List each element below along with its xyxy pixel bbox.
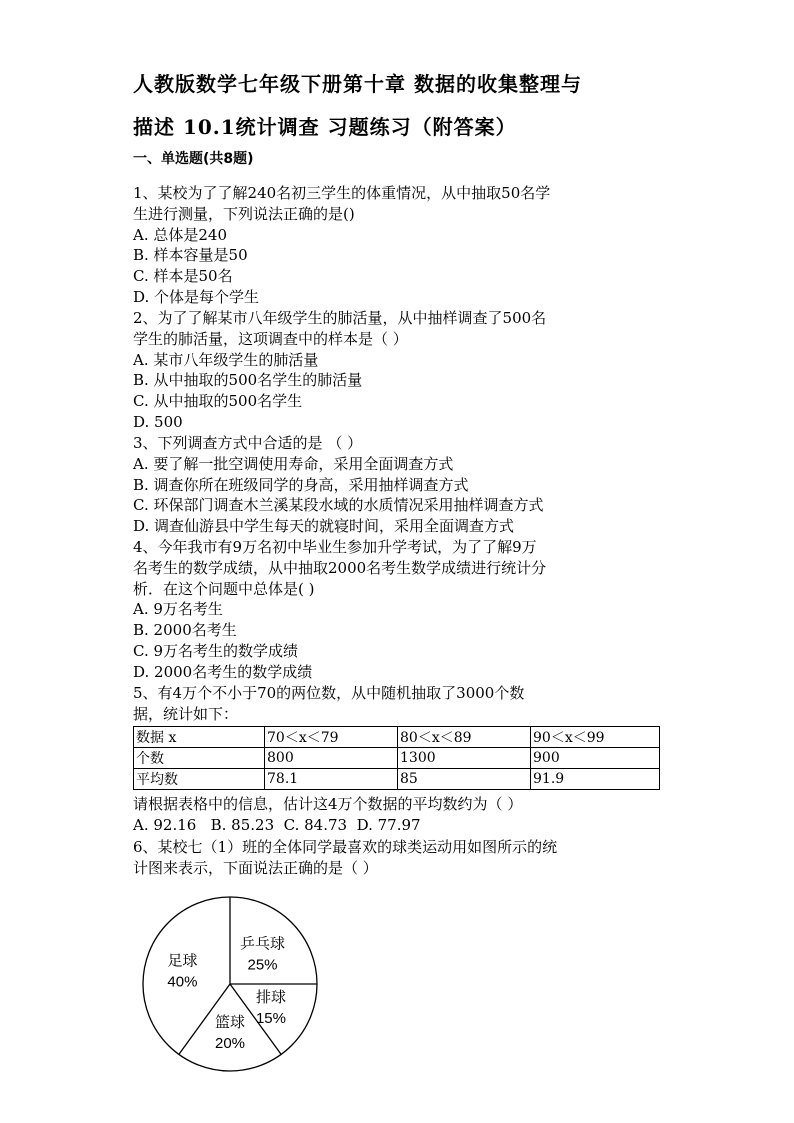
question-text: 名考生的数学成绩，从中抽取2000名考生数学成绩进行统计分 (133, 558, 547, 577)
table-cell: 平均数 (134, 769, 265, 790)
question-text: 学生的肺活量，这项调查中的样本是（ ） (133, 329, 408, 348)
table-row (134, 727, 660, 748)
option-d: D. 个体是每个学生 (133, 287, 260, 306)
question-1 (133, 183, 673, 308)
table-cell: 90＜x＜99 (531, 727, 660, 748)
statistics-table (133, 726, 660, 790)
pie-chart (140, 894, 320, 1074)
pie-slice-percent: 20% (214, 1035, 246, 1052)
pie-slice-label: 乒乓球 (240, 935, 286, 953)
option-a: A. 总体是240 (133, 225, 227, 244)
section-heading: 一、单选题(共8题) (133, 151, 254, 167)
table-cell: 78.1 (265, 769, 398, 790)
question-text: 1、某校为了了解240名初三学生的体重情况，从中抽取50名学 (133, 184, 551, 202)
question-text: 4、今年我市有9万名初中毕业生参加升学考试，为了了解9万 (133, 538, 537, 556)
table-cell: 900 (531, 748, 660, 769)
table-cell: 数据 x (134, 727, 265, 748)
document-title-line-2: 描述 10.1统计调查 习题练习（附答案） (133, 115, 517, 139)
table-cell: 个数 (134, 748, 265, 769)
option-c: C. 从中抽取的500名学生 (133, 392, 303, 411)
pie-slice-percent: 25% (247, 956, 278, 974)
option-a: A. 要了解一批空调使用寿命，采用全面调查方式 (133, 454, 454, 473)
option-c: C. 9万名考生的数学成绩 (133, 641, 299, 660)
option-a: A. 某市八年级学生的肺活量 (133, 350, 319, 369)
table-cell: 80＜x＜89 (398, 727, 531, 748)
question-text: 3、下列调查方式中合适的是 （ ） (133, 434, 363, 452)
pie-slice-percent: 15% (255, 1009, 287, 1027)
question-text: 6、某校七（1）班的全体同学最喜欢的球类运动用如图所示的统 (133, 838, 558, 856)
question-text: 据，统计如下： (133, 704, 239, 723)
question-text: 计图来表示，下面说法正确的是（ ） (133, 858, 378, 877)
option-b: B. 从中抽取的500名学生的肺活量 (133, 371, 363, 390)
option-a: A. 9万名考生 (133, 600, 223, 619)
question-3 (133, 433, 673, 537)
option-b: B. 调查你所在班级同学的身高，采用抽样调查方式 (133, 475, 469, 494)
question-text: 5、有4万个不小于70的两位数，从中随机抽取了3000个数 (133, 684, 525, 702)
pie-slice-label: 排球 (255, 988, 286, 1006)
question-text: 析．在这个问题中总体是( ) (133, 579, 315, 598)
pie-slice-label: 篮球 (214, 1014, 246, 1031)
option-b: B. 样本容量是50 (133, 246, 248, 265)
table-cell: 1300 (398, 748, 531, 769)
question-text: 生进行测量，下列说法正确的是() (133, 204, 355, 223)
table-row (134, 748, 660, 769)
option-c: C. 环保部门调查木兰溪某段水域的水质情况采用抽样调查方式 (133, 496, 544, 515)
question-2 (133, 308, 673, 433)
question-text: 请根据表格中的信息，估计这4万个数据的平均数约为（ ） (133, 795, 523, 813)
pie-slice-percent: 40% (167, 973, 198, 991)
question-5-continued (133, 794, 673, 836)
option-d: D. 500 (133, 412, 183, 431)
question-text: 2、为了了解某市八年级学生的肺活量，从中抽样调查了500名 (133, 309, 547, 327)
option-d: D. 调查仙游县中学生每天的就寝时间，采用全面调查方式 (133, 517, 515, 536)
option-c: C. 样本是50名 (133, 267, 233, 286)
table-row (134, 769, 660, 790)
table-cell: 85 (398, 769, 531, 790)
table-cell: 800 (265, 748, 398, 769)
question-4 (133, 537, 673, 683)
question-5 (133, 683, 673, 725)
table-cell: 91.9 (531, 769, 660, 790)
option-d: D. 2000名考生的数学成绩 (133, 662, 313, 681)
pie-slice-label: 足球 (167, 952, 198, 970)
question-6 (133, 837, 673, 879)
document-title-line-1: 人教版数学七年级下册第十章 数据的收集整理与 (133, 72, 582, 96)
option-b: B. 2000名考生 (133, 621, 237, 640)
options-row: A. 92.16 B. 85.23 C. 84.73 D. 77.97 (133, 815, 421, 834)
table-cell: 70＜x＜79 (265, 727, 398, 748)
